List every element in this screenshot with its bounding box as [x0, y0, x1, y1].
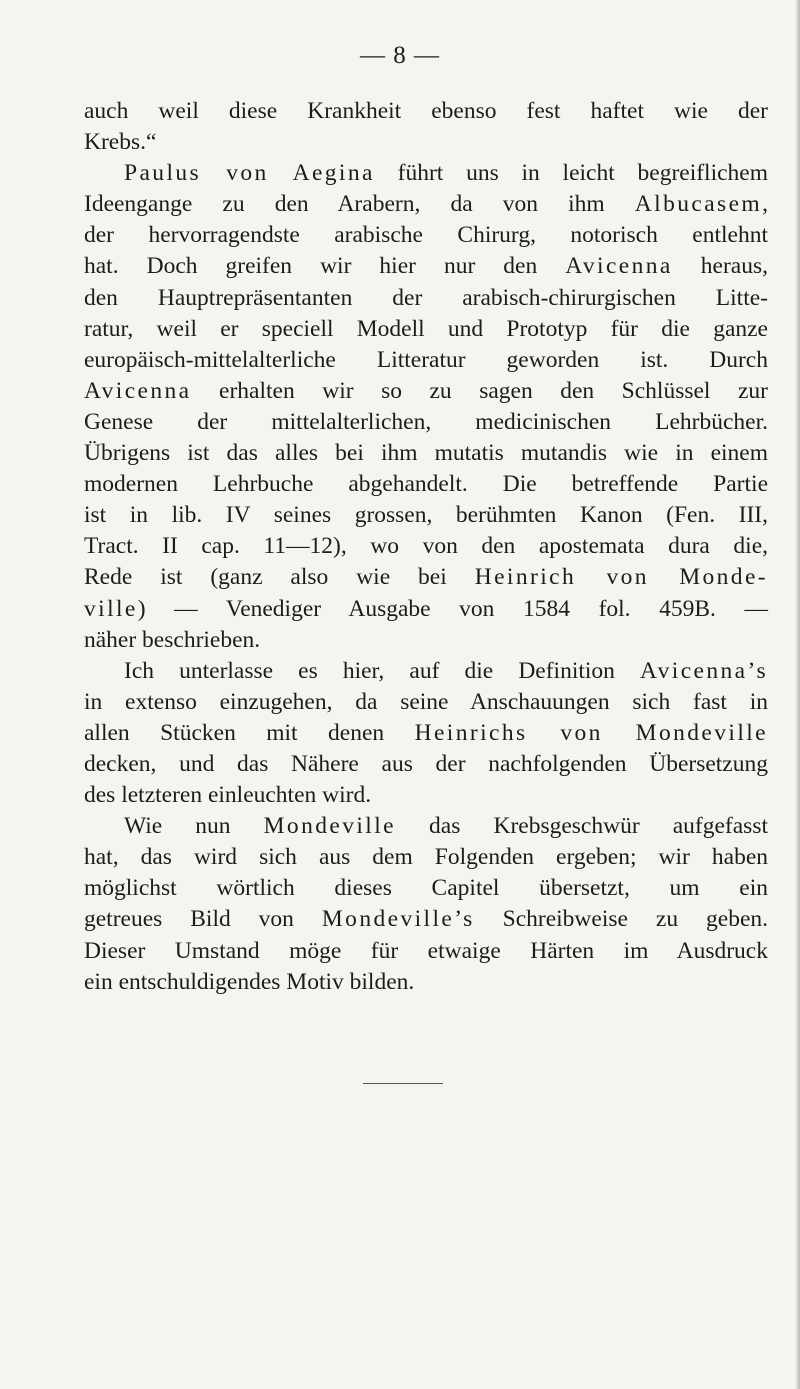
- text-line: [84, 376, 768, 407]
- text-segment: den Hauptrepräsentanten der arabisch-chirurgischen Litte-: [84, 284, 768, 311]
- text-line: [84, 749, 768, 780]
- text-line: [84, 283, 768, 314]
- text-segment: Genese der mittelalterlichen, medicinischen Lehrbücher.: [84, 408, 768, 435]
- text-segment: allen Stücken mit denen: [84, 719, 415, 746]
- text-line: [84, 687, 768, 718]
- text-line: [84, 345, 768, 376]
- spaced-name: ville: [84, 595, 138, 622]
- text-line: [84, 873, 768, 904]
- text-segment: Krebs.“: [84, 129, 157, 156]
- text-line: [84, 656, 768, 687]
- text-line: [84, 469, 768, 500]
- text-segment: heraus,: [672, 253, 768, 280]
- text-line: [84, 500, 768, 531]
- page-edge-shadow: [795, 0, 800, 1389]
- text-line: [84, 594, 768, 625]
- section-divider: [363, 1083, 443, 1084]
- text-line: [84, 127, 768, 158]
- text-line: [84, 904, 768, 935]
- text-line: [84, 438, 768, 469]
- text-line: [84, 967, 768, 998]
- text-segment: auch weil diese Krankheit ebenso fest haftet wie der: [84, 98, 768, 124]
- text-segment: erhalten wir so zu sagen den Schlüssel zur: [191, 377, 768, 404]
- text-segment: das Krebsgeschwür aufgefasst: [395, 813, 768, 840]
- text-segment: Dieser Umstand möge für etwaige Härten im Ausdruck: [84, 937, 768, 964]
- text-segment: Rede ist (ganz also wie bei: [84, 564, 475, 591]
- text-segment: ,: [762, 191, 768, 218]
- text-segment: des letzteren einleuchten wird.: [84, 782, 372, 809]
- text-line: [84, 562, 768, 593]
- text-segment: Ich unterlasse es hier, auf die Definition: [124, 657, 641, 684]
- spaced-name: Mondeville’s: [321, 906, 475, 933]
- spaced-name: Avicenna: [565, 253, 673, 280]
- text-segment: in extenso einzugehen, da seine Anschauungen sich fast in: [84, 688, 768, 715]
- text-segment: ) — Venediger Ausgabe von 1584 fol. 459B. —: [137, 595, 768, 622]
- spaced-name: Albucasem: [634, 191, 763, 218]
- text-segment: ein entschuldigendes Motiv bilden.: [84, 968, 415, 995]
- text-line: [84, 407, 768, 438]
- text-segment: der hervorragendste arabische Chirurg, notorisch entlehnt: [84, 222, 768, 249]
- text-line: [84, 718, 768, 749]
- text-segment: Übrigens ist das alles bei ihm mutatis mutandis wie in einem: [84, 440, 768, 467]
- text-line: [84, 189, 768, 220]
- spaced-name: Avicenna: [84, 377, 192, 404]
- text-line: [84, 314, 768, 345]
- text-segment: ist in lib. IV seines grossen, berühmten Kanon (Fen. III,: [84, 502, 768, 529]
- text-line: [84, 936, 768, 967]
- text-segment: Tract. II cap. 11—12), wo von den apostemata dura die,: [84, 533, 768, 560]
- text-segment: europäisch-mittelalterliche Litteratur geworden ist. Durch: [84, 346, 768, 373]
- text-segment: decken, und das Nähere aus der nachfolgenden Übersetzung: [84, 750, 768, 777]
- text-segment: ratur, weil er speciell Modell und Prototyp für die ganze: [84, 315, 768, 342]
- text-line: [84, 220, 768, 251]
- text-line: [84, 625, 768, 656]
- text-line: [84, 780, 768, 811]
- text-line: [84, 842, 768, 873]
- spaced-name: Paulus von Aegina: [124, 160, 375, 187]
- text-line: [84, 158, 768, 189]
- text-segment: führt uns in leicht begreiflichem: [374, 160, 768, 187]
- text-line: [84, 811, 768, 842]
- text-segment: hat, das wird sich aus dem Folgenden ergeben; wir haben: [84, 844, 768, 871]
- page-number: — 8 —: [360, 42, 440, 69]
- spaced-name: Heinrichs von Mondeville: [414, 719, 769, 746]
- text-segment: Schreibweise zu geben.: [474, 906, 768, 933]
- text-line: [84, 96, 768, 127]
- spaced-name: Mondeville: [263, 813, 396, 840]
- text-line: [84, 251, 768, 282]
- text-segment: hat. Doch greifen wir hier nur den: [84, 253, 566, 280]
- text-segment: modernen Lehrbuche abgehandelt. Die betreffende Partie: [84, 471, 768, 498]
- text-segment: näher beschrieben.: [84, 626, 261, 653]
- text-segment: möglichst wörtlich dieses Capitel übersetzt, um ein: [84, 875, 768, 902]
- text-line: [84, 531, 768, 562]
- body-text: [84, 96, 768, 998]
- text-segment: getreues Bild von: [84, 906, 322, 933]
- text-segment: Ideengange zu den Arabern, da von ihm: [84, 191, 635, 218]
- spaced-name: Heinrich von Monde-: [474, 564, 769, 591]
- spaced-name: Avicenna’s: [640, 657, 768, 684]
- text-segment: Wie nun: [124, 813, 264, 840]
